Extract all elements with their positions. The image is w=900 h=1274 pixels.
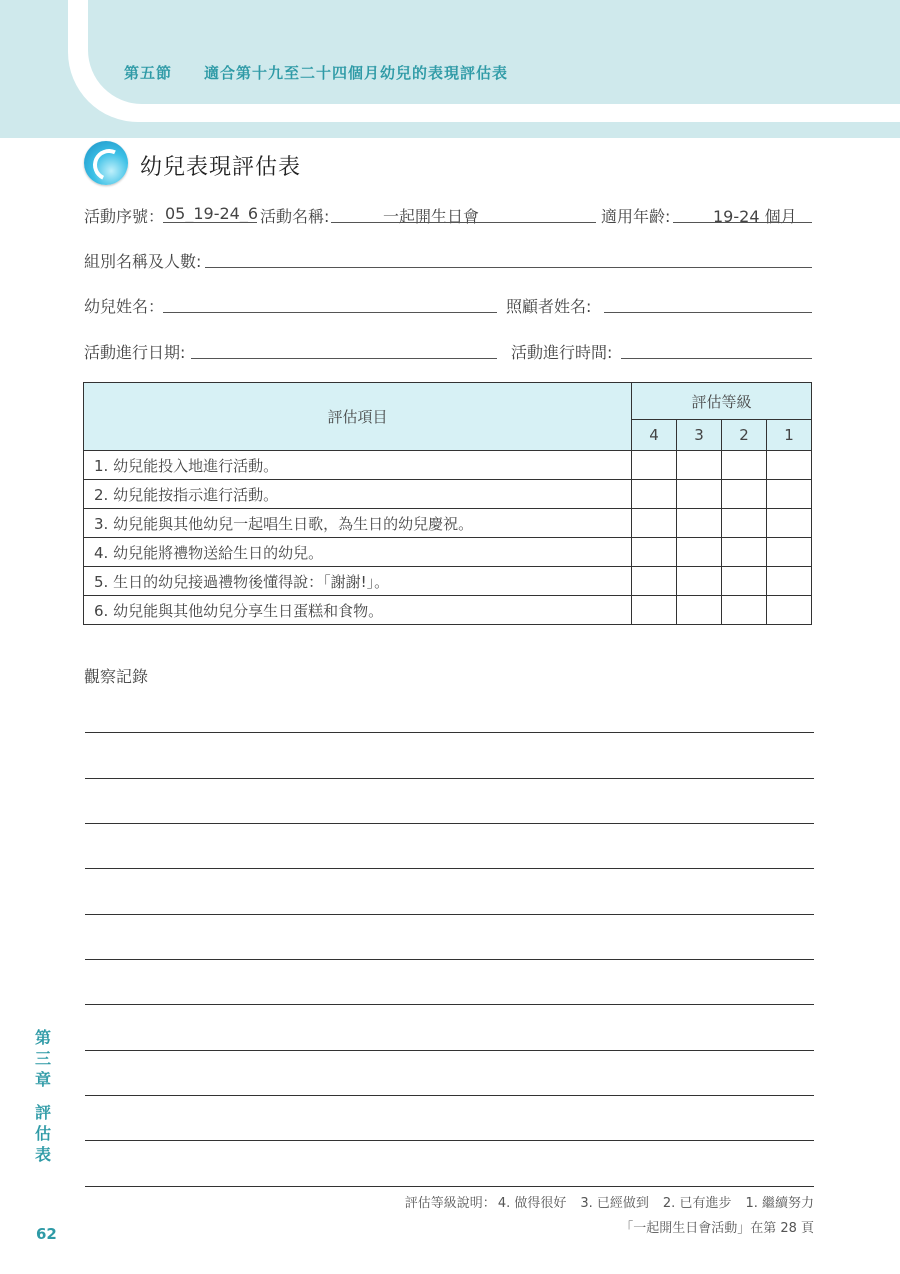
item-text: 5. 生日的幼兒接過禮物後懂得說：「謝謝!」。 xyxy=(84,567,632,596)
grade-cell[interactable] xyxy=(722,567,767,596)
side-char: 章 xyxy=(34,1070,51,1089)
grade-cell[interactable] xyxy=(767,596,812,625)
legend-item: 2. 已有進步 xyxy=(662,1196,732,1211)
item-text: 6. 幼兒能與其他幼兒分享生日蛋糕和食物。 xyxy=(84,596,632,625)
grade-cell[interactable] xyxy=(677,538,722,567)
header-band-inner xyxy=(88,0,900,104)
level-3-header: 3 xyxy=(677,420,722,451)
activity-name-label: 活動名稱: xyxy=(260,207,330,226)
observation-line[interactable] xyxy=(85,1186,814,1187)
legend-label: 評估等級說明： xyxy=(404,1196,496,1211)
grade-cell[interactable] xyxy=(767,509,812,538)
observation-line[interactable] xyxy=(85,868,814,869)
level-2-header: 2 xyxy=(722,420,767,451)
grade-cell[interactable] xyxy=(632,480,677,509)
caregiver-label: 照顧者姓名: xyxy=(506,297,592,316)
side-char: 三 xyxy=(34,1049,51,1068)
grade-cell[interactable] xyxy=(722,451,767,480)
grade-cell[interactable] xyxy=(722,480,767,509)
group-field[interactable] xyxy=(205,267,812,268)
observation-line[interactable] xyxy=(85,1050,814,1051)
item-text: 4. 幼兒能將禮物送給生日的幼兒。 xyxy=(84,538,632,567)
grade-cell[interactable] xyxy=(677,451,722,480)
level-1-header: 1 xyxy=(767,420,812,451)
observation-line[interactable] xyxy=(85,1095,814,1096)
grade-cell[interactable] xyxy=(767,567,812,596)
grade-cell[interactable] xyxy=(632,567,677,596)
side-char: 表 xyxy=(34,1145,51,1164)
observation-label: 觀察記錄 xyxy=(84,667,149,686)
group-label: 組別名稱及人數: xyxy=(84,252,202,271)
grade-cell[interactable] xyxy=(767,451,812,480)
observation-line[interactable] xyxy=(85,732,814,733)
page-reference: 「一起開生日會活動」在第 28 頁 xyxy=(620,1221,814,1236)
activity-no-line xyxy=(163,222,257,223)
chapter-side-label xyxy=(33,1027,53,1165)
grade-cell[interactable] xyxy=(632,451,677,480)
observation-line[interactable] xyxy=(85,778,814,779)
bubble-icon xyxy=(84,141,128,185)
grade-cell[interactable] xyxy=(767,538,812,567)
grade-cell[interactable] xyxy=(767,480,812,509)
grade-cell[interactable] xyxy=(677,567,722,596)
item-text: 2. 幼兒能按指示進行活動。 xyxy=(84,480,632,509)
time-field[interactable] xyxy=(621,358,812,359)
age-value: 19-24 個月 xyxy=(713,207,797,226)
item-text: 1. 幼兒能投入地進行活動。 xyxy=(84,451,632,480)
caregiver-field[interactable] xyxy=(604,312,812,313)
age-line xyxy=(673,222,812,223)
grade-legend xyxy=(405,1192,814,1211)
grade-cell[interactable] xyxy=(722,538,767,567)
section-number: 第五節 xyxy=(124,64,173,82)
time-label: 活動進行時間: xyxy=(511,343,613,362)
table-row xyxy=(84,451,812,480)
activity-name-line xyxy=(331,222,596,223)
activity-name-value: 一起開生日會 xyxy=(383,207,480,226)
observation-line[interactable] xyxy=(85,823,814,824)
grade-cell[interactable] xyxy=(632,509,677,538)
grade-cell[interactable] xyxy=(722,509,767,538)
item-text: 3. 幼兒能與其他幼兒一起唱生日歌，為生日的幼兒慶祝。 xyxy=(84,509,632,538)
page-title: 幼兒表現評估表 xyxy=(140,155,302,180)
table-row xyxy=(84,567,812,596)
date-field[interactable] xyxy=(191,358,497,359)
section-heading xyxy=(124,62,508,83)
date-label: 活動進行日期: xyxy=(84,343,186,362)
grade-cell[interactable] xyxy=(722,596,767,625)
activity-no-value: 05_19-24_6 xyxy=(165,204,259,223)
table-row xyxy=(84,480,812,509)
legend-item: 3. 已經做到 xyxy=(580,1196,649,1211)
observation-line[interactable] xyxy=(85,1004,814,1005)
side-char: 第 xyxy=(34,1028,51,1047)
observation-line[interactable] xyxy=(85,959,814,960)
observation-line[interactable] xyxy=(85,914,814,915)
activity-no-label: 活動序號： xyxy=(84,207,165,226)
grade-cell[interactable] xyxy=(677,480,722,509)
table-row xyxy=(84,538,812,567)
grade-cell[interactable] xyxy=(632,538,677,567)
child-name-label: 幼兒姓名： xyxy=(84,297,165,316)
child-name-field[interactable] xyxy=(163,312,497,313)
page-number: 62 xyxy=(36,1225,57,1243)
section-title: 適合第十九至二十四個月幼兒的表現評估表 xyxy=(204,64,509,82)
legend-item: 4. 做得很好 xyxy=(497,1196,567,1211)
table-row xyxy=(84,596,812,625)
legend-item: 1. 繼續努力 xyxy=(745,1196,814,1211)
side-char: 估 xyxy=(34,1124,51,1143)
grade-cell[interactable] xyxy=(677,509,722,538)
age-label: 適用年齡: xyxy=(601,207,671,226)
grade-cell[interactable] xyxy=(632,596,677,625)
level-4-header: 4 xyxy=(632,420,677,451)
grade-cell[interactable] xyxy=(677,596,722,625)
observation-line[interactable] xyxy=(85,1140,814,1141)
grade-header: 評估等級 xyxy=(632,383,812,420)
side-char: 評 xyxy=(34,1103,51,1122)
evaluation-table xyxy=(83,382,812,625)
item-header: 評估項目 xyxy=(84,383,632,451)
table-row xyxy=(84,509,812,538)
